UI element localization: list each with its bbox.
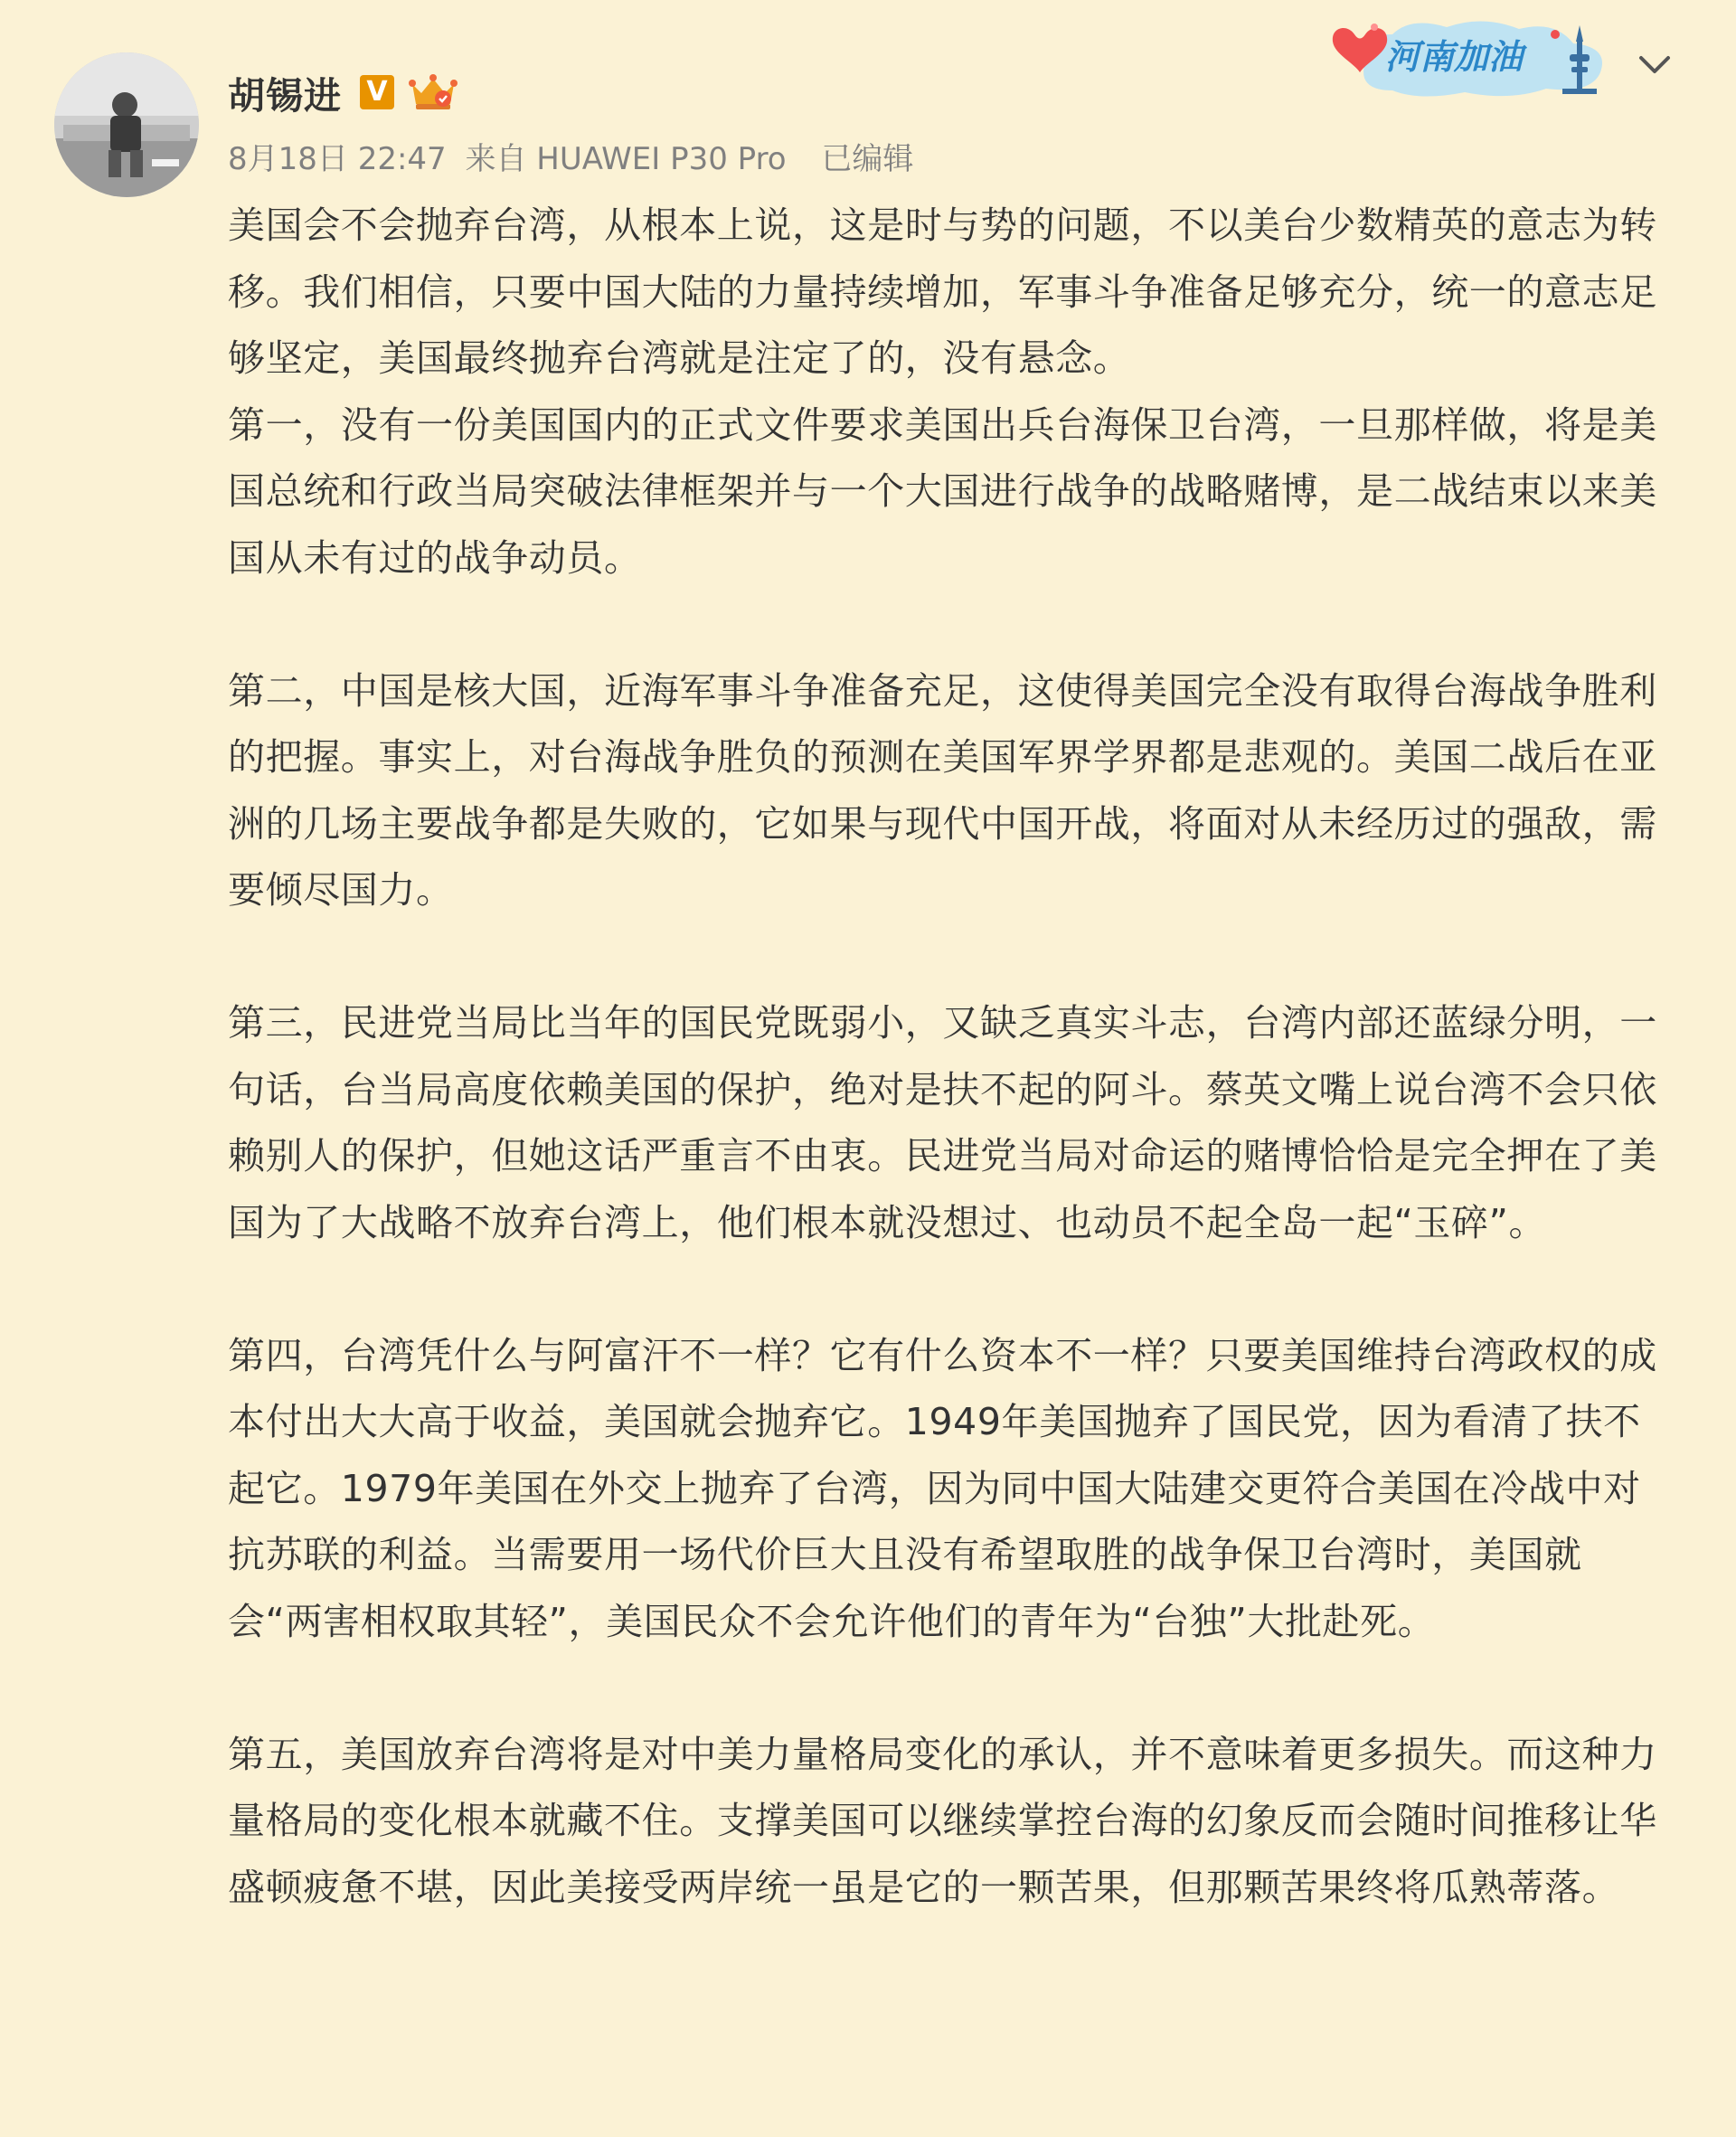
paragraph-gap bbox=[228, 924, 1665, 991]
verified-badge-icon: V bbox=[360, 75, 394, 109]
post-paragraph: 第一，没有一份美国国内的正式文件要求美国出兵台海保卫台湾，一旦那样做，将是美国总统和行政当局突破法律框架并与一个大国进行战争的战略赌博，是二战结束以来美国从未有过的战争动员。 bbox=[228, 402, 1657, 580]
post-paragraph: 美国会不会抛弃台湾，从根本上说，这是时与势的问题，不以美台少数精英的意志为转移。我们相信，只要中国大陆的力量持续增加，军事斗争准备足够充分，统一的意志足够坚定，美国最终抛弃台湾就是注定了的，没有悬念。 bbox=[228, 203, 1657, 380]
banner-text: 河南加油 bbox=[1385, 37, 1524, 77]
post-paragraph: 第三，民进党当局比当年的国民党既弱小，又缺乏真实斗志，台湾内部还蓝绿分明，一句话，台当局高度依赖美国的保护，绝对是扶不起的阿斗。蔡英文嘴上说台湾不会只依赖别人的保护，但她这话严重言不由衷。民进党当局对命运的赌博恰恰是完全押在了美国为了大战略不放弃台湾上，他们根本就没想过、也动员不起全岛一起“玉碎”。 bbox=[228, 1001, 1657, 1244]
post-source: 来自 HUAWEI P30 Pro bbox=[465, 141, 787, 177]
paragraph-gap bbox=[228, 1655, 1665, 1722]
username[interactable]: 胡锡进 bbox=[228, 73, 342, 118]
henan-banner[interactable] bbox=[1329, 7, 1628, 107]
post-meta bbox=[228, 134, 922, 178]
avatar-photo bbox=[54, 52, 199, 197]
post-paragraph: 第二，中国是核大国，近海军事斗争准备充足，这使得美国完全没有取得台海战争胜利的把握。事实上，对台海战争胜负的预测在美国军界学界都是悲观的。美国二战后在亚洲的几场主要战争都是失败的，它如果与现代中国开战，将面对从未经历过的强敌，需要倾尽国力。 bbox=[228, 668, 1657, 912]
post-paragraph: 第五，美国放弃台湾将是对中美力量格局变化的承认，并不意味着更多损失。而这种力量格局的变化根本就藏不住。支撑美国可以继续掌控台海的幻象反而会随时间推移让华盛顿疲惫不堪，因此美接受两岸统一虽是它的一颗苦果，但那颗苦果终将瓜熟蒂落。 bbox=[228, 1732, 1657, 1909]
post-content bbox=[228, 193, 1665, 1921]
avatar[interactable] bbox=[54, 52, 199, 197]
post-header bbox=[228, 60, 459, 125]
paragraph-gap bbox=[228, 591, 1665, 658]
edited-label[interactable]: 已编辑 bbox=[821, 141, 914, 177]
post-paragraph: 第四，台湾凭什么与阿富汗不一样？它有什么资本不一样？只要美国维持台湾政权的成本付出大大高于收益，美国就会抛弃它。1949年美国抛弃了国民党，因为看清了扶不起它。1979年美国在外交上抛弃了台湾，因为同中国大陆建交更符合美国在冷战中对抗苏联的利益。当需要用一场代价巨大且没有希望取胜的战争保卫台湾时，美国就会“两害相权取其轻”，美国民众不会允许他们的青年为“台独”大批赴死。 bbox=[228, 1333, 1657, 1643]
crown-member-icon[interactable] bbox=[407, 71, 459, 113]
chevron-down-icon[interactable] bbox=[1632, 47, 1677, 83]
post-timestamp[interactable]: 8月18日 22:47 bbox=[228, 141, 447, 177]
paragraph-gap bbox=[228, 1256, 1665, 1323]
